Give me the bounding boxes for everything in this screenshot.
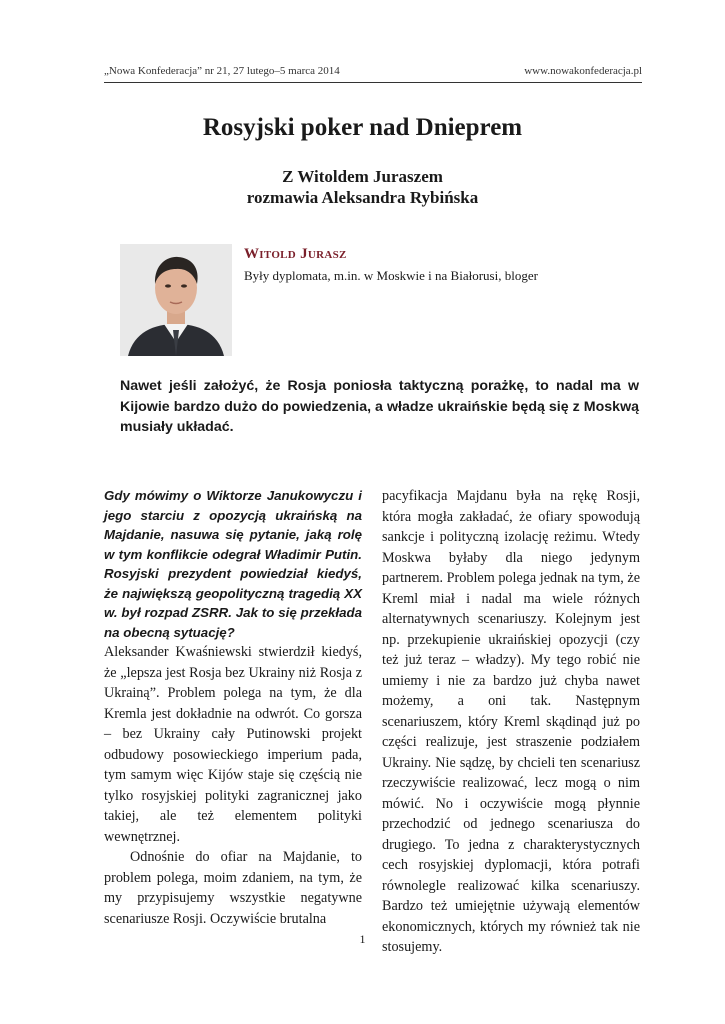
answer-paragraph: Aleksander Kwaśniewski stwierdził kiedyś, że „lepsza jest Rosja bez Ukrainy niż Rosja z Ukrainą”. Problem polega na tym, że dla Kremla jest dokładnie na odwrót. Co gorsza – bez Ukrainy cały Putinowski projekt odbudowy posowieckiego imperium pada, tym samym więc Kijów staje się częścią nie tylko rosyjskiej polityki zagranicznej jako takiej, ale też elementem polityki wewnętrznej. — [104, 644, 362, 845]
page-number: 1 — [359, 932, 366, 946]
answer-paragraph: pacyfikacja Majdanu była na rękę Rosji, która mogła zakładać, że ofiary spowodują sankcje i polityczną izolację reżimu. Wtedy Moskwa byłaby dla niego jedynym partnerem. Problem polega jednak na tym, że Kreml miał i nadal ma wiele różnych alternatywnych scenariuszy. Kolejnym jest np. przekupienie ukraińskiej opozycji (czy też już teraz – władzy). My tego robić nie umiemy i nie za bardzo już chyba nawet możemy, a oni tak. Następnym scenariuszem, który Kreml skądinąd już po części realizuje, jest straszenie podziałem Ukrainy. Nie sądzę, by chcieli ten scenariusz rzeczywiście realizować, lecz mogą o nim mówić. No i oczywiście mogą płynnie przechodzić od jednego scenariusza do drugiego. To jedna z charakterystycznych cech rosyjskiej dyplomacji, która potrafi równolegle realizować kilka scenariuszy. Bardzo też umiejętnie używają elementów ekonomicznych, których my również tak nie stosujemy. — [382, 488, 640, 955]
subtitle-interviewer: rozmawia Aleksandra Rybińska — [246, 188, 479, 207]
journal-issue: „Nowa Konfederacja” nr 21, 27 lutego–5 marca 2014 — [104, 65, 340, 77]
article-title: Rosyjski poker nad Dnieprem — [202, 114, 523, 141]
text-column-left — [104, 486, 362, 929]
author-photo — [120, 244, 232, 356]
answer-paragraph: Odnośnie do ofiar na Majdanie, to problem polega, moim zdaniem, na tym, że my przypisujemy wszystkie negatywne scenariusze Rosji. Oczywiście brutalna — [104, 849, 362, 927]
article-lead: Nawet jeśli założyć, że Rosja poniosła taktyczną porażkę, to nadal ma w Kijowie bardzo dużo do powiedzenia, a władze ukraińskie będą się z Moskwą musiały układać. — [120, 378, 639, 435]
page-header — [104, 60, 642, 78]
subtitle-interviewee: Z Witoldem Juraszem — [282, 167, 443, 186]
article-subtitle — [0, 166, 725, 208]
author-name: Witold Jurasz — [244, 246, 347, 262]
author-description: Były dyplomata, m.in. w Moskwie i na Białorusi, bloger — [244, 268, 538, 283]
interview-question: Gdy mówimy o Wiktorze Janukowyczu i jego starciu z opozycją ukraińską na Majdanie, nasuwa się pytanie, jaką rolę w tym konflikcie odegrał Władimir Putin. Rosyjski prezydent powiedział kiedyś, że największą geopolityczną tragedią XX w. był rozpad ZSRR. Jak to się przekłada na obecną sytuację? — [104, 488, 362, 640]
header-divider — [104, 82, 642, 83]
text-column-right — [382, 486, 640, 958]
author-bio — [244, 246, 624, 286]
website-url[interactable]: www.nowakonfederacja.pl — [524, 65, 642, 77]
